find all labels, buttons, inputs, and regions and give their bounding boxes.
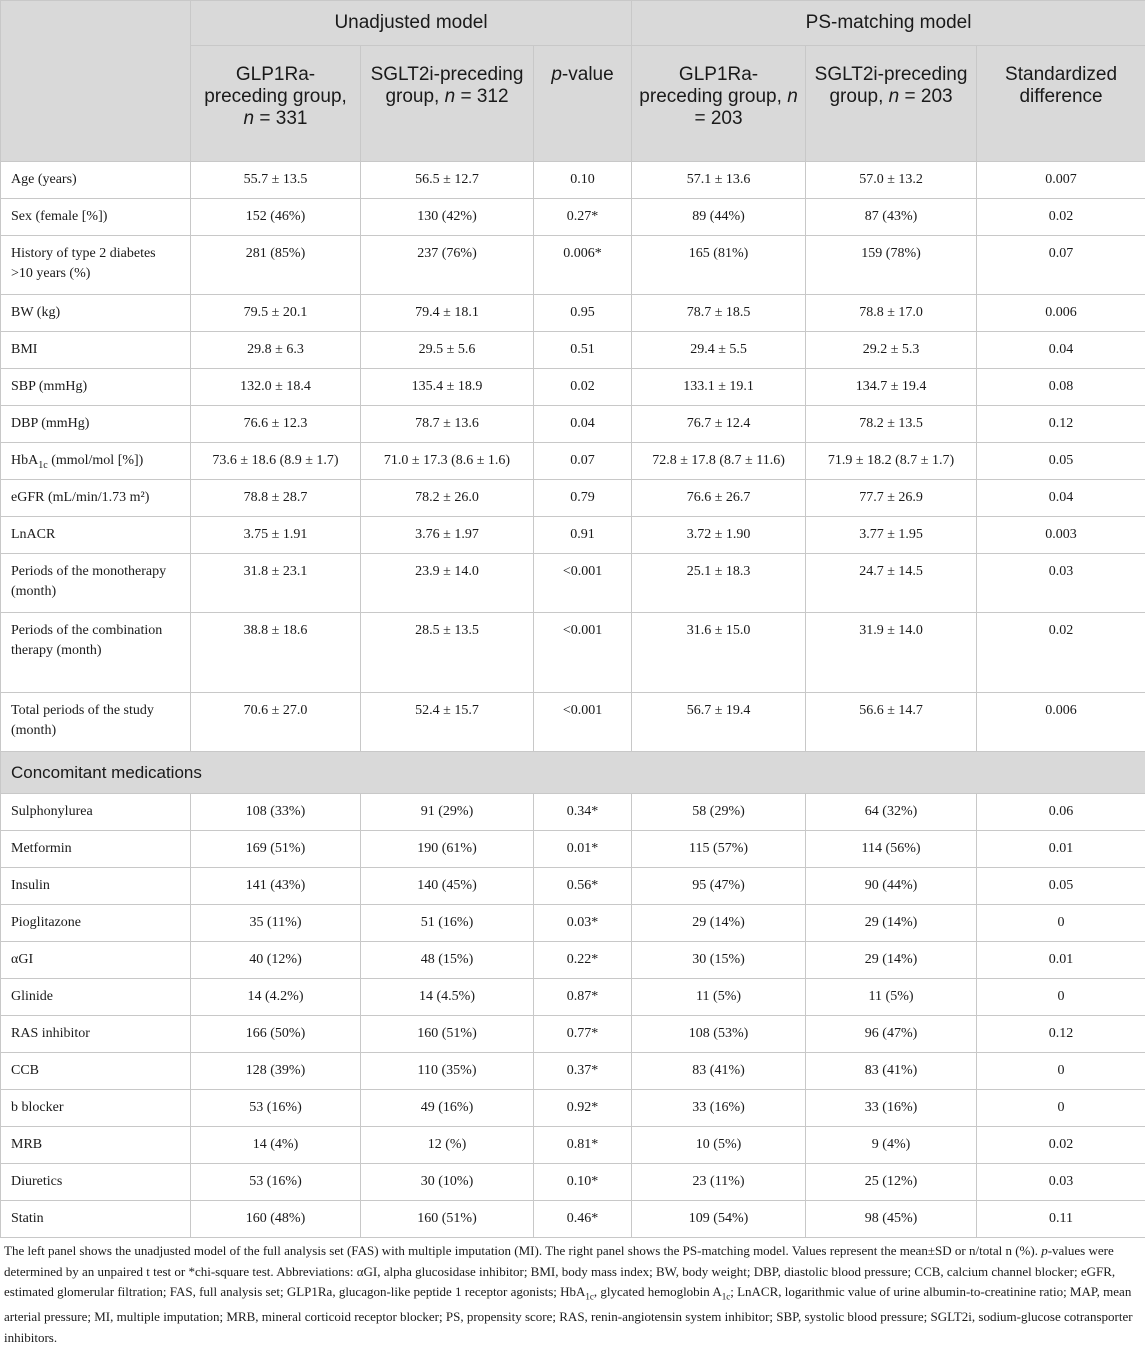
table-cell: 0.87* <box>534 979 632 1016</box>
table-cell: 3.75 ± 1.91 <box>191 517 361 554</box>
row-label: Pioglitazone <box>1 905 191 942</box>
table-cell: 78.2 ± 13.5 <box>806 406 977 443</box>
table-cell: 0 <box>977 1053 1145 1090</box>
table-cell: 0.51 <box>534 332 632 369</box>
table-cell: 95 (47%) <box>632 868 806 905</box>
table-cell: 0.006* <box>534 236 632 295</box>
row-label: Metformin <box>1 831 191 868</box>
table-cell: 10 (5%) <box>632 1127 806 1164</box>
table-cell: 29 (14%) <box>632 905 806 942</box>
row-label: LnACR <box>1 517 191 554</box>
row-label: SBP (mmHg) <box>1 369 191 406</box>
table-cell: 83 (41%) <box>632 1053 806 1090</box>
row-label: Diuretics <box>1 1164 191 1201</box>
table-cell: 115 (57%) <box>632 831 806 868</box>
table-cell: 90 (44%) <box>806 868 977 905</box>
table-cell: 0.04 <box>977 480 1145 517</box>
table-cell: 29.4 ± 5.5 <box>632 332 806 369</box>
table-cell: 0.34* <box>534 794 632 831</box>
table-cell: 78.7 ± 13.6 <box>361 406 534 443</box>
row-label: BW (kg) <box>1 295 191 332</box>
table-cell: 0.03 <box>977 554 1145 613</box>
table-cell: 71.9 ± 18.2 (8.7 ± 1.7) <box>806 443 977 480</box>
table-cell: 281 (85%) <box>191 236 361 295</box>
row-label: MRB <box>1 1127 191 1164</box>
table-row <box>1 1201 1145 1238</box>
table-cell: 0.06 <box>977 794 1145 831</box>
row-label: Total periods of the study (month) <box>1 693 191 752</box>
table-cell: 28.5 ± 13.5 <box>361 613 534 693</box>
table-cell: 0.56* <box>534 868 632 905</box>
table-cell: 0 <box>977 979 1145 1016</box>
section-row <box>1 752 1145 794</box>
table-cell: <0.001 <box>534 613 632 693</box>
table-row <box>1 480 1145 517</box>
table-cell: 109 (54%) <box>632 1201 806 1238</box>
table-cell: 152 (46%) <box>191 199 361 236</box>
table-cell: 57.1 ± 13.6 <box>632 162 806 199</box>
table-cell: 78.2 ± 26.0 <box>361 480 534 517</box>
table-cell: 76.7 ± 12.4 <box>632 406 806 443</box>
table-cell: 31.9 ± 14.0 <box>806 613 977 693</box>
table-cell: 110 (35%) <box>361 1053 534 1090</box>
table-cell: 190 (61%) <box>361 831 534 868</box>
table-cell: 0.22* <box>534 942 632 979</box>
table-row <box>1 1090 1145 1127</box>
table-row <box>1 942 1145 979</box>
table-cell: 0.007 <box>977 162 1145 199</box>
table-cell: 0.03* <box>534 905 632 942</box>
table-cell: 23 (11%) <box>632 1164 806 1201</box>
table-cell: <0.001 <box>534 693 632 752</box>
table-cell: 56.7 ± 19.4 <box>632 693 806 752</box>
table-cell: 0.07 <box>977 236 1145 295</box>
table-cell: 35 (11%) <box>191 905 361 942</box>
table-cell: 134.7 ± 19.4 <box>806 369 977 406</box>
row-label: RAS inhibitor <box>1 1016 191 1053</box>
table-cell: 56.5 ± 12.7 <box>361 162 534 199</box>
row-label: Periods of the combination therapy (month) <box>1 613 191 693</box>
table-cell: 79.4 ± 18.1 <box>361 295 534 332</box>
row-label: b blocker <box>1 1090 191 1127</box>
table-row <box>1 905 1145 942</box>
table-cell: 76.6 ± 26.7 <box>632 480 806 517</box>
table-cell: 29 (14%) <box>806 942 977 979</box>
table-cell: 24.7 ± 14.5 <box>806 554 977 613</box>
header-corner <box>1 1 191 162</box>
table-cell: 0.27* <box>534 199 632 236</box>
table-cell: 0.02 <box>977 1127 1145 1164</box>
table-cell: 11 (5%) <box>806 979 977 1016</box>
table-cell: 0.01* <box>534 831 632 868</box>
table-cell: 53 (16%) <box>191 1090 361 1127</box>
table-cell: 56.6 ± 14.7 <box>806 693 977 752</box>
table-row <box>1 443 1145 480</box>
row-label: Periods of the monotherapy (month) <box>1 554 191 613</box>
table-row <box>1 406 1145 443</box>
group-header-unadjusted: Unadjusted model <box>191 1 632 46</box>
column-header-sglt2i-matched: SGLT2i-preceding group, n = 203 <box>806 46 977 162</box>
table-header <box>1 1 1145 162</box>
table-cell: 3.77 ± 1.95 <box>806 517 977 554</box>
table-cell: 0.46* <box>534 1201 632 1238</box>
table-cell: 0.10* <box>534 1164 632 1201</box>
table-cell: 57.0 ± 13.2 <box>806 162 977 199</box>
table-cell: 165 (81%) <box>632 236 806 295</box>
table-cell: 132.0 ± 18.4 <box>191 369 361 406</box>
table-row <box>1 369 1145 406</box>
table-cell: 78.8 ± 28.7 <box>191 480 361 517</box>
table-row <box>1 1016 1145 1053</box>
table-cell: 78.8 ± 17.0 <box>806 295 977 332</box>
table-cell: 130 (42%) <box>361 199 534 236</box>
table-cell: 71.0 ± 17.3 (8.6 ± 1.6) <box>361 443 534 480</box>
table-cell: 0.92* <box>534 1090 632 1127</box>
table-cell: 166 (50%) <box>191 1016 361 1053</box>
table-row <box>1 162 1145 199</box>
table-cell: 31.8 ± 23.1 <box>191 554 361 613</box>
table-cell: 3.76 ± 1.97 <box>361 517 534 554</box>
table-row <box>1 517 1145 554</box>
group-header-ps-matching: PS-matching model <box>632 1 1145 46</box>
table-cell: 78.7 ± 18.5 <box>632 295 806 332</box>
table-row <box>1 979 1145 1016</box>
table-cell: 0.95 <box>534 295 632 332</box>
table-row <box>1 1164 1145 1201</box>
table-cell: 52.4 ± 15.7 <box>361 693 534 752</box>
table-cell: 64 (32%) <box>806 794 977 831</box>
table-cell: 76.6 ± 12.3 <box>191 406 361 443</box>
table-cell: 160 (48%) <box>191 1201 361 1238</box>
table-cell: 30 (15%) <box>632 942 806 979</box>
table-cell: 9 (4%) <box>806 1127 977 1164</box>
table-cell: 0.02 <box>534 369 632 406</box>
table-cell: 0.81* <box>534 1127 632 1164</box>
table-cell: 89 (44%) <box>632 199 806 236</box>
table-cell: 0.12 <box>977 406 1145 443</box>
table-cell: 140 (45%) <box>361 868 534 905</box>
column-header-standardized-difference: Standardized difference <box>977 46 1145 162</box>
table-cell: 33 (16%) <box>632 1090 806 1127</box>
table-cell: 33 (16%) <box>806 1090 977 1127</box>
table-row <box>1 794 1145 831</box>
table-row <box>1 1127 1145 1164</box>
table-cell: 29 (14%) <box>806 905 977 942</box>
table-cell: 0.79 <box>534 480 632 517</box>
table-cell: 135.4 ± 18.9 <box>361 369 534 406</box>
table-cell: 128 (39%) <box>191 1053 361 1090</box>
table-cell: 77.7 ± 26.9 <box>806 480 977 517</box>
table-cell: 51 (16%) <box>361 905 534 942</box>
table-cell: 70.6 ± 27.0 <box>191 693 361 752</box>
table-cell: 0.04 <box>534 406 632 443</box>
table-cell: 0.37* <box>534 1053 632 1090</box>
table-row <box>1 613 1145 693</box>
table-row <box>1 295 1145 332</box>
table-row <box>1 332 1145 369</box>
table-cell: 0.11 <box>977 1201 1145 1238</box>
table-row <box>1 868 1145 905</box>
row-label: Statin <box>1 1201 191 1238</box>
table-row <box>1 236 1145 295</box>
table-row <box>1 199 1145 236</box>
table-cell: 58 (29%) <box>632 794 806 831</box>
table-cell: 3.72 ± 1.90 <box>632 517 806 554</box>
table-cell: 108 (33%) <box>191 794 361 831</box>
table-cell: 160 (51%) <box>361 1201 534 1238</box>
table-cell: 98 (45%) <box>806 1201 977 1238</box>
table-cell: 83 (41%) <box>806 1053 977 1090</box>
table-cell: 91 (29%) <box>361 794 534 831</box>
table-cell: 29.8 ± 6.3 <box>191 332 361 369</box>
table-cell: <0.001 <box>534 554 632 613</box>
table-cell: 159 (78%) <box>806 236 977 295</box>
section-title: Concomitant medications <box>1 752 1145 794</box>
table-cell: 160 (51%) <box>361 1016 534 1053</box>
table-cell: 0.04 <box>977 332 1145 369</box>
table-cell: 73.6 ± 18.6 (8.9 ± 1.7) <box>191 443 361 480</box>
row-label: Sex (female [%]) <box>1 199 191 236</box>
table-cell: 40 (12%) <box>191 942 361 979</box>
table-cell: 0.05 <box>977 443 1145 480</box>
table-row <box>1 554 1145 613</box>
table-cell: 14 (4.2%) <box>191 979 361 1016</box>
table-cell: 25 (12%) <box>806 1164 977 1201</box>
table-cell: 0.08 <box>977 369 1145 406</box>
table-cell: 30 (10%) <box>361 1164 534 1201</box>
table-cell: 48 (15%) <box>361 942 534 979</box>
table-cell: 96 (47%) <box>806 1016 977 1053</box>
table-cell: 237 (76%) <box>361 236 534 295</box>
table-cell: 38.8 ± 18.6 <box>191 613 361 693</box>
table-cell: 14 (4%) <box>191 1127 361 1164</box>
row-label: DBP (mmHg) <box>1 406 191 443</box>
row-label: BMI <box>1 332 191 369</box>
column-header-p-value: p-value <box>534 46 632 162</box>
table-cell: 0.01 <box>977 831 1145 868</box>
table-cell: 114 (56%) <box>806 831 977 868</box>
table-cell: 0.006 <box>977 295 1145 332</box>
column-header-glp1ra-matched: GLP1Ra-preceding group, n = 203 <box>632 46 806 162</box>
table-cell: 141 (43%) <box>191 868 361 905</box>
table-cell: 12 (%) <box>361 1127 534 1164</box>
table-footnote: The left panel shows the unadjusted model of the full analysis set (FAS) with multiple imputation (MI). The right panel shows the PS-matching model. Values represent the mean±SD or n/total n (%). p-values were determined by an unpaired t test or *chi-square test. Abbreviations: αGI, alpha glucosidase inhibitor; BMI, body mass index; BW, body weight; DBP, diastolic blood pressure; CCB, calcium channel blocker; eGFR, estimated glomerular filtration; FAS, full analysis set; GLP1Ra, glucagon-like peptide 1 receptor agonists; HbA$_{1c}$, glycated hemoglobin $A_{1c}$; LnACR, logarithmic value of urine albumin-to-creatinine ratio; MAP, mean arterial pressure; MI, multiple imputation; MRB, mineral corticoid receptor blocker; PS, propensity score; RAS, renin-angiotensin system inhibitor; SBP, systolic blood pressure; SGLT2i, sodium-glucose cotransporter inhibitors. <box>4 1243 1133 1345</box>
table-cell: 29.2 ± 5.3 <box>806 332 977 369</box>
row-label: Insulin <box>1 868 191 905</box>
table-cell: 79.5 ± 20.1 <box>191 295 361 332</box>
table-cell: 0.91 <box>534 517 632 554</box>
table-row <box>1 1053 1145 1090</box>
table-cell: 72.8 ± 17.8 (8.7 ± 11.6) <box>632 443 806 480</box>
table-cell: 0 <box>977 905 1145 942</box>
table-cell: 0.02 <box>977 613 1145 693</box>
table-cell: 0.03 <box>977 1164 1145 1201</box>
row-label: CCB <box>1 1053 191 1090</box>
table-cell: 55.7 ± 13.5 <box>191 162 361 199</box>
table-cell: 0.05 <box>977 868 1145 905</box>
table-body <box>1 162 1145 1238</box>
table-cell: 0.10 <box>534 162 632 199</box>
table-row <box>1 831 1145 868</box>
row-label: αGI <box>1 942 191 979</box>
table-cell: 133.1 ± 19.1 <box>632 369 806 406</box>
row-label: Sulphonylurea <box>1 794 191 831</box>
row-label: HbA$_{1c}$ (mmol/mol [%]) <box>1 443 191 480</box>
table-cell: 11 (5%) <box>632 979 806 1016</box>
table-cell: 49 (16%) <box>361 1090 534 1127</box>
row-label: History of type 2 diabetes >10 years (%) <box>1 236 191 295</box>
table-cell: 0.12 <box>977 1016 1145 1053</box>
table-row <box>1 693 1145 752</box>
table-cell: 25.1 ± 18.3 <box>632 554 806 613</box>
table-cell: 0.006 <box>977 693 1145 752</box>
table-cell: 0.07 <box>534 443 632 480</box>
row-label: Age (years) <box>1 162 191 199</box>
table-cell: 23.9 ± 14.0 <box>361 554 534 613</box>
row-label: eGFR (mL/min/1.73 m²) <box>1 480 191 517</box>
table-cell: 0.01 <box>977 942 1145 979</box>
table-cell: 87 (43%) <box>806 199 977 236</box>
table-cell: 0.003 <box>977 517 1145 554</box>
table-cell: 14 (4.5%) <box>361 979 534 1016</box>
table-cell: 29.5 ± 5.6 <box>361 332 534 369</box>
table-cell: 169 (51%) <box>191 831 361 868</box>
column-header-sglt2i-unadjusted: SGLT2i-preceding group, n = 312 <box>361 46 534 162</box>
table-cell: 0 <box>977 1090 1145 1127</box>
table-cell: 0.77* <box>534 1016 632 1053</box>
table-cell: 0.02 <box>977 199 1145 236</box>
column-header-glp1ra-unadjusted: GLP1Ra-preceding group, n = 331 <box>191 46 361 162</box>
row-label: Glinide <box>1 979 191 1016</box>
table-cell: 108 (53%) <box>632 1016 806 1053</box>
table-cell: 31.6 ± 15.0 <box>632 613 806 693</box>
table-cell: 53 (16%) <box>191 1164 361 1201</box>
